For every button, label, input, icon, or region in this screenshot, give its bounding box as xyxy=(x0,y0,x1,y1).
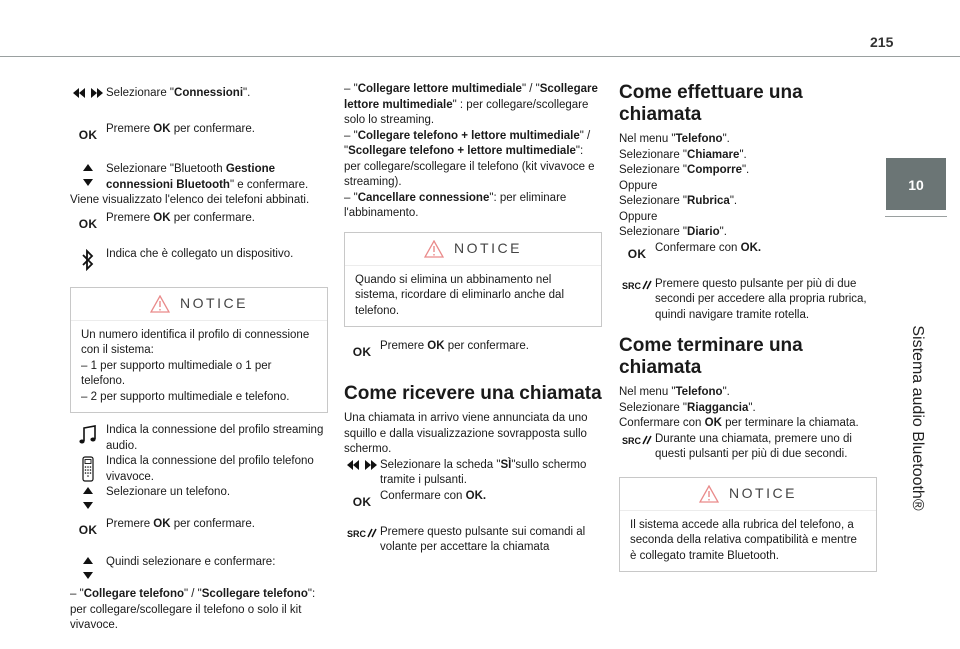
steering-wheel-src-button-icon xyxy=(344,525,380,545)
up-down-arrows-icon xyxy=(70,162,106,186)
chapter-tab-rule xyxy=(885,216,947,217)
warning-triangle-icon xyxy=(150,295,170,313)
warning-triangle-icon xyxy=(699,485,719,503)
notice-box: NOTICE Un numero identifica il profilo di connessione con il sistema: – 1 per supporto multimediale o 1 per telefono. – 2 per supporto multimediale e telefono. xyxy=(70,287,328,414)
notice-title: NOTICE xyxy=(729,484,797,501)
svg-text:SRC: SRC xyxy=(347,528,367,539)
warning-triangle-icon xyxy=(424,240,444,258)
header-rule xyxy=(0,56,960,57)
chapter-title: Sistema audio Bluetooth® xyxy=(909,325,926,511)
ok-icon: OK xyxy=(627,246,647,261)
section-heading-make-call: Come effettuare una chiamata xyxy=(619,82,803,125)
column-right: Come effettuare una chiamata Nel menu "Telefono". Selezionare "Chiamare". Selezionare "Comporre". Oppure Selezionare "Rubrica". Oppure Selezionare "Diario". OK Confermare con OK. SRC Premere questo pulsante per più di due secondi per accedere alla propria rubrica, quindi navigare tramite rotella. Come terminare una chiamata Nel menu "Telefono". Selezionare "Riaggancia". Confermare con OK per terminare la chiamata. SRC Durante una chiamata, premere uno di questi pulsanti per più di due secondi. NOTICE Il sistema accede alla rubrica del telefono, a seconda della relativa compatibilità e mentre è collegato tramite Bluetooth. xyxy=(619,82,877,572)
column-left: Selezionare "Connessioni". OK Premere OK per confermare. Selezionare "Bluetooth Gestione connessioni Bluetooth" e confermare. Viene visualizzato l'elenco dei telefoni abbinati. OK Premere OK per confermare. Indica che è collegato un dispositivo. NOTICE Un numero identifica il profilo di connessione con il sistema: – 1 per supporto multimediale o 1 per telefono. – 2 per supporto multimediale e telefono. Indica la connessione del profilo streaming audio. Indica la connessione del profilo telefono vivavoce. Selezionare un telefono. OK Premere OK per confermare. Quindi selezionare e confermare: – "Collegare telefono" / "Scollegare telefono": per collegare/scollegare il telefono o solo il kit vivavoce. xyxy=(70,82,328,634)
up-down-arrows-icon xyxy=(70,555,106,579)
page-number: 215 xyxy=(870,34,894,50)
ok-icon: OK xyxy=(78,216,98,231)
receive-call-intro: Una chiamata in arrivo viene annunciata da uno squillo e dalla visualizzazione sovrapposta sullo schermo. xyxy=(344,412,588,455)
phone-keypad-icon xyxy=(70,454,106,482)
up-down-arrows-icon xyxy=(70,485,106,509)
paired-list-text: Viene visualizzato l'elenco dei telefoni abbinati. xyxy=(70,194,310,206)
column-middle: – "Collegare lettore multimediale" / "Scollegare lettore multimediale" : per collegare/scollegare solo lo streaming. – "Collegare telefono + lettore multimediale" / "Scollegare telefono + lettore multimediale": per collegare/scollegare il telefono (kit vivavoce e streaming). – "Cancellare connessione": per eliminare l'abbinamento. NOTICE Quando si elimina un abbinamento nel sistema, ricordare di eliminarlo anche dal telefono. OK Premere OK per confermare. Come ricevere una chiamata Una chiamata in arrivo viene annunciata da uno squillo e dalla visualizzazione sovrapposta sullo schermo. Selezionare la scheda "SÌ"sullo schermo tramite i pulsanti. OK Confermare con OK. SRC Premere questo pulsante sui comandi al volante per accettare la chiamata xyxy=(344,83,602,553)
ok-icon: OK xyxy=(352,345,372,359)
chapter-tab: 10 xyxy=(886,158,946,210)
section-heading-end-call: Come terminare una chiamata xyxy=(619,335,803,378)
bluetooth-icon xyxy=(70,247,106,271)
notice-box: NOTICE Quando si elimina un abbinamento nel sistema, ricordare di eliminarlo anche dal telefono. xyxy=(344,232,602,328)
ok-icon: OK xyxy=(352,494,372,509)
left-right-arrows-icon xyxy=(70,86,106,106)
section-heading-receive-call: Come ricevere una chiamata xyxy=(344,383,602,404)
phone-connect-option: – "Collegare telefono" / "Scollegare telefono": per collegare/scollegare il telefono o solo il kit vivavoce. xyxy=(70,588,316,631)
ok-icon: OK xyxy=(78,523,98,537)
svg-text:SRC: SRC xyxy=(622,280,642,291)
notice-title: NOTICE xyxy=(180,294,248,311)
steering-wheel-src-button-icon xyxy=(619,432,655,452)
left-right-arrows-icon xyxy=(344,458,380,478)
steering-wheel-src-button-icon xyxy=(619,277,655,297)
notice-box: NOTICE Il sistema accede alla rubrica del telefono, a seconda della relativa compatibilità e mentre è collegato tramite Bluetooth. xyxy=(619,477,877,573)
ok-icon: OK xyxy=(78,128,98,142)
notice-title: NOTICE xyxy=(454,239,522,256)
svg-text:SRC: SRC xyxy=(622,435,642,446)
music-note-icon xyxy=(70,423,106,445)
